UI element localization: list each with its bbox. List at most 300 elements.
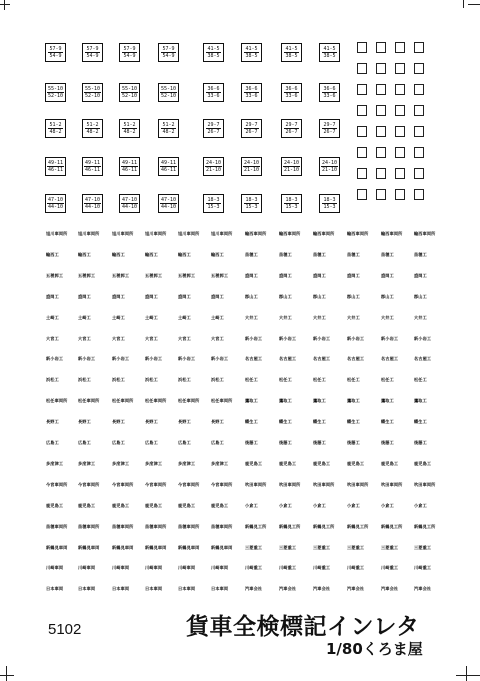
inspection-badge (119, 157, 140, 176)
badge-line-bottom: 38-5 (285, 53, 298, 59)
badge-line-bottom: 38-5 (323, 53, 336, 59)
workshop-label: 大井工 (347, 314, 360, 320)
workshop-label: 苗穂工 (279, 251, 292, 257)
workshop-label: 苗穂工 (245, 251, 258, 257)
badge-line-bottom: 44-10 (121, 204, 138, 210)
workshop-label: 松任工 (313, 377, 326, 383)
workshop-label: 旭川車両所 (112, 231, 134, 236)
workshop-label: 広島工 (211, 440, 224, 445)
workshop-label: 幡生工 (245, 419, 258, 425)
workshop-label: 鷹取工 (245, 398, 258, 404)
workshop-label: 盛岡工 (313, 272, 326, 278)
workshop-label: 五稜郭工 (211, 272, 229, 278)
workshop-label: 鹿児島工 (381, 460, 399, 466)
workshop-label: 三菱重工 (347, 544, 365, 550)
inspection-badge (45, 43, 66, 62)
badge-line-top: 55-10 (47, 86, 64, 92)
blank-square (414, 189, 424, 200)
badge-line-top: 18-3 (207, 197, 220, 203)
workshop-label: 浜松工 (78, 377, 91, 383)
blank-square (357, 105, 367, 116)
badge-line-bottom: 52-10 (160, 93, 177, 99)
workshop-label: 汽車会社 (279, 586, 297, 592)
workshop-label: 土崎工 (112, 314, 125, 320)
blank-square (357, 42, 367, 53)
workshop-label: 日本車両 (46, 586, 64, 592)
workshop-label: 浜松工 (112, 377, 125, 383)
workshop-label: 吹田車両所 (381, 481, 403, 487)
workshop-label: 日本車両 (78, 586, 96, 592)
workshop-label: 小倉工 (313, 502, 326, 508)
badge-line-bottom: 21-10 (321, 167, 338, 173)
workshop-label: 広島工 (145, 440, 158, 445)
inspection-badge (203, 43, 224, 62)
badge-line-top: 51-2 (162, 122, 175, 128)
workshop-label: 土崎工 (46, 314, 59, 320)
badge-line-bottom: 48-2 (123, 129, 136, 135)
workshop-label: 長野工 (145, 419, 158, 425)
workshop-label: 川崎車両 (178, 565, 196, 571)
badge-line-bottom: 54-9 (162, 53, 175, 59)
workshop-label: 川崎重工 (414, 565, 432, 571)
workshop-label: 松任工 (245, 377, 258, 383)
workshop-label: 大宮工 (78, 335, 91, 341)
workshop-label: 後藤工 (381, 440, 394, 445)
workshop-label: 鹿児島工 (112, 502, 130, 508)
workshop-label: 浜松工 (46, 377, 59, 383)
workshop-label: 名古屋工 (245, 356, 263, 362)
blank-square (395, 63, 405, 74)
inspection-badge (119, 194, 140, 213)
badge-line-bottom: 15-3 (245, 204, 258, 210)
badge-line-top: 47-10 (121, 197, 138, 203)
badge-line-bottom: 15-3 (207, 204, 220, 210)
workshop-label: 名古屋工 (279, 356, 297, 362)
workshop-label: 土崎工 (211, 314, 224, 320)
workshop-label: 幡生工 (279, 419, 292, 425)
workshop-label: 浜松工 (178, 377, 191, 383)
workshop-label: 名古屋工 (313, 356, 331, 362)
inspection-badge (241, 157, 262, 176)
badge-line-bottom: 46-11 (160, 167, 177, 173)
badge-line-bottom: 52-10 (121, 93, 138, 99)
workshop-label: 長野工 (178, 419, 191, 425)
workshop-label: 鹿児島工 (347, 460, 365, 466)
workshop-label: 日本車両 (145, 586, 163, 592)
workshop-label: 三菱重工 (279, 544, 297, 550)
workshop-label: 輪西車両所 (313, 231, 335, 236)
workshop-label: 川崎車両 (211, 565, 229, 571)
workshop-label: 名古屋工 (414, 356, 432, 362)
workshop-label: 大井工 (245, 314, 258, 320)
workshop-label: 後藤工 (347, 440, 360, 445)
crop-mark-bottom-right-v (466, 666, 467, 681)
badge-line-top: 47-10 (160, 197, 177, 203)
inspection-badge (241, 83, 262, 102)
workshop-label: 吹田車両所 (347, 481, 369, 487)
workshop-label: 苗穂工 (347, 251, 360, 257)
workshop-label: 輪西工 (211, 251, 224, 257)
inspection-badge (82, 194, 103, 213)
badge-line-bottom: 48-2 (86, 129, 99, 135)
workshop-label: 苗穂車両所 (46, 523, 68, 529)
workshop-label: 土崎工 (78, 314, 91, 320)
blank-square (376, 42, 386, 53)
badge-line-top: 49-11 (47, 160, 64, 166)
workshop-label: 旭川車両所 (178, 231, 200, 236)
workshop-label: 輪西工 (145, 251, 158, 257)
badge-line-top: 57-9 (86, 46, 99, 52)
workshop-label: 松任車両所 (178, 398, 200, 404)
workshop-label: 多度津工 (78, 460, 96, 466)
inspection-badge (203, 157, 224, 176)
workshop-label: 新鶴見工所 (414, 523, 436, 529)
workshop-label: 後藤工 (279, 440, 292, 445)
blank-square (376, 105, 386, 116)
blank-square (376, 63, 386, 74)
blank-square (395, 126, 405, 137)
blank-square (357, 189, 367, 200)
blank-square (414, 168, 424, 179)
badge-line-top: 29-7 (285, 122, 298, 128)
workshop-label: 盛岡工 (381, 272, 394, 278)
workshop-label: 盛岡工 (178, 293, 191, 299)
crop-mark-bottom-right-h (456, 675, 480, 676)
workshop-label: 今宮車両所 (145, 481, 167, 487)
workshop-label: 長野工 (211, 419, 224, 425)
badge-line-top: 55-10 (121, 86, 138, 92)
badge-line-top: 24-10 (205, 160, 222, 166)
workshop-label: 新小岩工 (211, 356, 229, 362)
blank-square (376, 189, 386, 200)
workshop-label: 新小岩工 (46, 356, 64, 362)
workshop-label: 盛岡工 (46, 293, 59, 299)
workshop-label: 新小岩工 (78, 356, 96, 362)
inspection-badge (82, 43, 103, 62)
workshop-label: 吹田車両所 (313, 481, 335, 487)
inspection-badge (241, 119, 262, 138)
workshop-label: 盛岡工 (279, 272, 292, 278)
badge-line-top: 24-10 (321, 160, 338, 166)
blank-square (376, 84, 386, 95)
workshop-label: 旭川車両所 (78, 231, 100, 236)
workshop-label: 浜松工 (211, 377, 224, 383)
workshop-label: 今宮車両所 (112, 481, 134, 487)
workshop-label: 川崎重工 (279, 565, 297, 571)
badge-line-top: 47-10 (47, 197, 64, 203)
badge-line-top: 49-11 (160, 160, 177, 166)
inspection-badge (82, 157, 103, 176)
blank-square (414, 126, 424, 137)
workshop-label: 新小岩工 (414, 335, 432, 341)
workshop-label: 鹿児島工 (313, 460, 331, 466)
inspection-badge (45, 83, 66, 102)
badge-line-top: 36-6 (285, 86, 298, 92)
workshop-label: 苗穂工 (313, 251, 326, 257)
workshop-label: 輪西工 (178, 251, 191, 257)
workshop-label: 苗穂車両所 (211, 523, 233, 529)
inspection-badge (281, 157, 302, 176)
inspection-badge (203, 194, 224, 213)
workshop-label: 松任車両所 (145, 398, 167, 404)
workshop-label: 旭川車両所 (46, 231, 68, 236)
badge-line-bottom: 46-11 (121, 167, 138, 173)
workshop-label: 幡生工 (313, 419, 326, 425)
badge-line-top: 57-9 (123, 46, 136, 52)
blank-square (414, 84, 424, 95)
workshop-label: 幡生工 (414, 419, 427, 425)
inspection-badge (158, 157, 179, 176)
workshop-label: 広島工 (178, 440, 191, 445)
blank-square (395, 84, 405, 95)
workshop-label: 大宮工 (46, 335, 59, 341)
badge-line-bottom: 33-6 (207, 93, 220, 99)
workshop-label: 五稜郭工 (145, 272, 163, 278)
workshop-label: 輪西車両所 (414, 231, 436, 236)
crop-mark-bottom-left-h (0, 675, 14, 676)
inspection-badge (119, 83, 140, 102)
workshop-label: 大井工 (279, 314, 292, 320)
badge-line-bottom: 15-3 (285, 204, 298, 210)
workshop-label: 新鶴見車両 (46, 544, 68, 550)
badge-line-bottom: 44-10 (47, 204, 64, 210)
workshop-label: 松任車両所 (112, 398, 134, 404)
inspection-badge (82, 119, 103, 138)
badge-line-bottom: 52-10 (47, 93, 64, 99)
workshop-label: 五稜郭工 (78, 272, 96, 278)
badge-line-top: 41-5 (245, 46, 258, 52)
workshop-label: 苗穂車両所 (112, 523, 134, 529)
inspection-badge (281, 43, 302, 62)
workshop-label: 松任車両所 (211, 398, 233, 404)
workshop-label: 幡生工 (347, 419, 360, 425)
inspection-badge (158, 119, 179, 138)
workshop-label: 鹿児島工 (78, 502, 96, 508)
badge-line-top: 18-3 (245, 197, 258, 203)
workshop-label: 長野工 (112, 419, 125, 425)
workshop-label: 新小岩工 (178, 356, 196, 362)
workshop-label: 輪西工 (46, 251, 59, 257)
workshop-label: 大宮工 (112, 335, 125, 341)
workshop-label: 郡山工 (279, 293, 292, 299)
workshop-label: 松任工 (414, 377, 427, 383)
workshop-label: 新鶴見車両 (78, 544, 100, 550)
inspection-badge (203, 119, 224, 138)
workshop-label: 三菱重工 (381, 544, 399, 550)
workshop-label: 川崎重工 (313, 565, 331, 571)
workshop-label: 盛岡工 (78, 293, 91, 299)
workshop-label: 川崎重工 (347, 565, 365, 571)
badge-line-bottom: 33-6 (323, 93, 336, 99)
badge-line-top: 51-2 (86, 122, 99, 128)
workshop-label: 多度津工 (178, 460, 196, 466)
workshop-label: 川崎車両 (145, 565, 163, 571)
blank-square (395, 147, 405, 158)
inspection-badge (241, 194, 262, 213)
workshop-label: 汽車会社 (347, 586, 365, 592)
blank-square (357, 84, 367, 95)
badge-line-top: 41-5 (207, 46, 220, 52)
workshop-label: 郡山工 (414, 293, 427, 299)
workshop-label: 多度津工 (46, 460, 64, 466)
badge-line-bottom: 46-11 (47, 167, 64, 173)
workshop-label: 広島工 (112, 440, 125, 445)
workshop-label: 新鶴見車両 (145, 544, 167, 550)
workshop-label: 新鶴見工所 (313, 523, 335, 529)
workshop-label: 盛岡工 (347, 272, 360, 278)
inspection-badge (281, 83, 302, 102)
workshop-label: 鹿児島工 (211, 502, 229, 508)
workshop-label: 輪西車両所 (245, 231, 267, 236)
workshop-label: 輪西車両所 (347, 231, 369, 236)
badge-line-bottom: 54-9 (49, 53, 62, 59)
workshop-label: 小倉工 (414, 502, 427, 508)
badge-line-bottom: 38-5 (245, 53, 258, 59)
workshop-label: 鹿児島工 (245, 460, 263, 466)
workshop-label: 川崎車両 (46, 565, 64, 571)
workshop-label: 新鶴見車両 (178, 544, 200, 550)
inspection-badge (319, 157, 340, 176)
workshop-label: 川崎重工 (381, 565, 399, 571)
badge-line-bottom: 52-10 (84, 93, 101, 99)
workshop-label: 多度津工 (112, 460, 130, 466)
workshop-label: 鹿児島工 (178, 502, 196, 508)
workshop-label: 汽車会社 (414, 586, 432, 592)
badge-line-top: 36-6 (245, 86, 258, 92)
workshop-label: 松任工 (279, 377, 292, 383)
workshop-label: 川崎車両 (78, 565, 96, 571)
workshop-label: 新鶴見車両 (112, 544, 134, 550)
badge-line-bottom: 54-9 (123, 53, 136, 59)
workshop-label: 新小岩工 (112, 356, 130, 362)
workshop-label: 盛岡工 (245, 272, 258, 278)
badge-line-bottom: 21-10 (205, 167, 222, 173)
badge-line-top: 41-5 (323, 46, 336, 52)
badge-line-bottom: 21-10 (283, 167, 300, 173)
badge-line-bottom: 48-2 (49, 129, 62, 135)
workshop-label: 長野工 (46, 419, 59, 425)
workshop-label: 鹿児島工 (46, 502, 64, 508)
workshop-label: 盛岡工 (145, 293, 158, 299)
workshop-label: 日本車両 (112, 586, 130, 592)
workshop-label: 新鶴見車両 (211, 544, 233, 550)
workshop-label: 大井工 (313, 314, 326, 320)
workshop-label: 鷹取工 (414, 398, 427, 404)
badge-line-top: 49-11 (84, 160, 101, 166)
badge-line-top: 57-9 (49, 46, 62, 52)
badge-line-bottom: 54-9 (86, 53, 99, 59)
badge-line-top: 29-7 (245, 122, 258, 128)
scale-brand: 1/80くろま屋 (326, 640, 423, 658)
workshop-label: 松任工 (347, 377, 360, 383)
workshop-label: 新鶴見工所 (347, 523, 369, 529)
workshop-label: 鹿児島工 (145, 502, 163, 508)
badge-line-top: 18-3 (285, 197, 298, 203)
workshop-label: 盛岡工 (112, 293, 125, 299)
workshop-label: 輪西工 (78, 251, 91, 257)
badge-line-top: 41-5 (285, 46, 298, 52)
blank-square (376, 168, 386, 179)
crop-mark-top-right-h (468, 4, 480, 5)
badge-line-bottom: 15-3 (323, 204, 336, 210)
inspection-badge (119, 119, 140, 138)
workshop-label: 輪西車両所 (381, 231, 403, 236)
workshop-label: 五稜郭工 (112, 272, 130, 278)
workshop-label: 汽車会社 (245, 586, 263, 592)
workshop-label: 苗穂工 (381, 251, 394, 257)
badge-line-bottom: 33-6 (245, 93, 258, 99)
workshop-label: 鹿児島工 (414, 460, 432, 466)
workshop-label: 幡生工 (381, 419, 394, 425)
workshop-label: 吹田車両所 (414, 481, 436, 487)
workshop-label: 後藤工 (313, 440, 326, 445)
blank-square (414, 147, 424, 158)
workshop-label: 新小岩工 (381, 335, 399, 341)
badge-line-top: 57-9 (162, 46, 175, 52)
badge-line-bottom: 48-2 (162, 129, 175, 135)
blank-square (395, 189, 405, 200)
inspection-badge (281, 194, 302, 213)
workshop-label: 苗穂工 (414, 251, 427, 257)
inspection-badge (158, 43, 179, 62)
workshop-label: 三菱重工 (414, 544, 432, 550)
workshop-label: 鷹取工 (313, 398, 326, 404)
inspection-badge (319, 43, 340, 62)
workshop-label: 新鶴見工所 (245, 523, 267, 529)
workshop-label: 新小岩工 (313, 335, 331, 341)
blank-square (395, 105, 405, 116)
blank-square (357, 147, 367, 158)
crop-mark-top-left-h (0, 4, 10, 5)
badge-line-bottom: 26-7 (323, 129, 336, 135)
badge-line-bottom: 44-10 (160, 204, 177, 210)
workshop-label: 新小岩工 (245, 335, 263, 341)
workshop-label: 松任車両所 (46, 398, 68, 404)
inspection-badge (319, 119, 340, 138)
badge-line-bottom: 26-7 (207, 129, 220, 135)
workshop-label: 新小岩工 (145, 356, 163, 362)
badge-line-top: 49-11 (121, 160, 138, 166)
sheet-title: 貨車全検標記インレタ (186, 614, 420, 640)
inspection-badge (319, 194, 340, 213)
workshop-label: 日本車両 (211, 586, 229, 592)
badge-line-bottom: 21-10 (243, 167, 260, 173)
crop-mark-top-left-v (4, 0, 5, 10)
workshop-label: 郡山工 (381, 293, 394, 299)
workshop-label: 小倉工 (245, 502, 258, 508)
workshop-label: 大宮工 (178, 335, 191, 341)
workshop-label: 鷹取工 (347, 398, 360, 404)
badge-line-bottom: 38-5 (207, 53, 220, 59)
workshop-label: 今宮車両所 (211, 481, 233, 487)
blank-square (414, 105, 424, 116)
inspection-badge (281, 119, 302, 138)
workshop-label: 大井工 (414, 314, 427, 320)
badge-line-top: 18-3 (323, 197, 336, 203)
workshop-label: 小倉工 (381, 502, 394, 508)
workshop-label: 鷹取工 (279, 398, 292, 404)
workshop-label: 五稜郭工 (46, 272, 64, 278)
workshop-label: 新小岩工 (347, 335, 365, 341)
workshop-label: 土崎工 (178, 314, 191, 320)
crop-mark-top-right-v (463, 0, 464, 8)
workshop-label: 浜松工 (145, 377, 158, 383)
badge-line-bottom: 33-6 (285, 93, 298, 99)
inspection-badge (203, 83, 224, 102)
crop-mark-bottom-left-v (6, 666, 7, 681)
blank-square (395, 168, 405, 179)
inspection-badge (158, 83, 179, 102)
